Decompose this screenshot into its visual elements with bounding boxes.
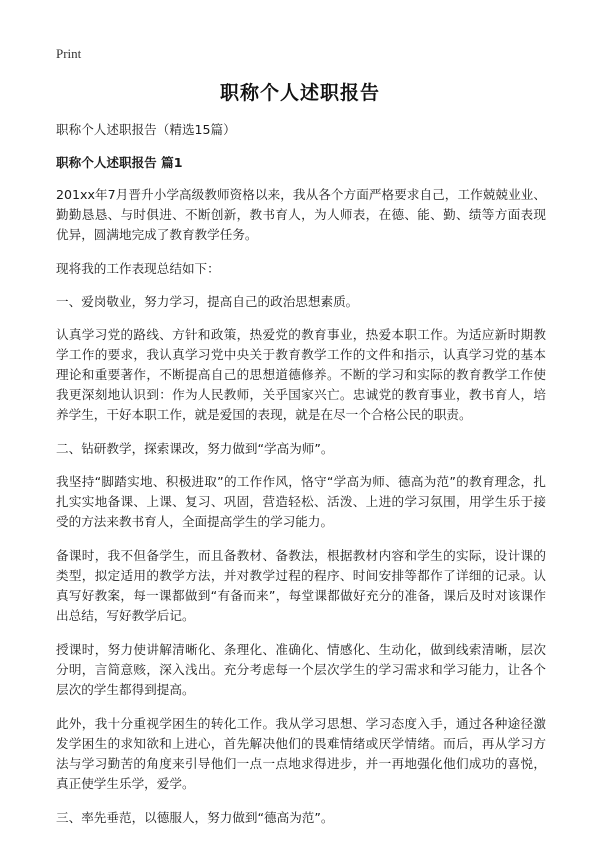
heading-point-one: 一、爱岗敬业，努力学习，提高自己的政治思想素质。 — [56, 294, 359, 309]
document-subtitle: 职称个人述职报告（精选15篇） — [56, 122, 236, 137]
paragraph-political-study: 认真学习党的路线、方针和政策，热爱党的教育事业，热爱本职工作。为适应新时期教学工作的要求，我认真学习党中央关于教育教学工作的文件和指示，认真学习党的基本理论和重要著作，不断提高自己的思想道德修养。不断的学习和实际的教育教学工作使我更深刻地认识到：作为人民教师，关乎国家兴亡。忠诚党的教育事业，教书育人，培养学生，干好本职工作，就是爱国的表现，就是在尽一个合格公民的职责。 — [56, 327, 546, 422]
print-link[interactable]: Print — [56, 46, 82, 61]
section-heading: 职称个人述职报告 篇1 — [56, 155, 183, 170]
document-body — [56, 120, 546, 841]
heading-point-two: 二、钻研教学，探索课改，努力做到“学高为师”。 — [56, 441, 334, 456]
paragraph-intro: 201xx年7月晋升小学高级教师资格以来，我从各个方面严格要求自己，工作兢兢业业、勤勤恳恳、与时俱进、不断创新，教书育人，为人师表，在德、能、勤、绩等方面表现优异，圆满地完成了教育教学任务。 — [56, 187, 546, 242]
paragraph-teaching: 授课时，努力使讲解清晰化、条理化、准确化、情感化、生动化，做到线索清晰，层次分明，言简意赅，深入浅出。充分考虑每一个层次学生的学习需求和学习能力，让各个层次的学生都得到提高。 — [56, 642, 546, 697]
paragraph-work-style: 我坚持“脚踏实地、积极进取”的工作作风，恪守“学高为师、德高为范”的教育理念，扎扎实实地备课、上课、复习、巩固，营造轻松、活泼、上进的学习氛围，用学生乐于接受的方法来教书育人，全面提高学生的学习能力。 — [56, 474, 546, 529]
paragraph-summary-lead: 现将我的工作表现总结如下： — [56, 261, 220, 276]
paragraph-lesson-prep: 备课时，我不但备学生，而且备教材、备教法，根据教材内容和学生的实际，设计课的类型，拟定适用的教学方法，并对教学过程的程序、时间安排等都作了详细的记录。认真写好教案，每一课都做到“有备而来”，每堂课都做好充分的准备，课后及时对该课作出总结，写好教学后记。 — [56, 548, 546, 623]
document-title: 职称个人述职报告 — [219, 82, 380, 104]
heading-point-three: 三、率先垂范，以德服人，努力做到“德高为范”。 — [56, 810, 334, 825]
paragraph-struggling-students: 此外，我十分重视学困生的转化工作。我从学习思想、学习态度入手，通过各种途径激发学困生的求知欲和上进心，首先解决他们的畏难情绪或厌学情绪。而后，再从学习方法与学习勤苦的角度来引导他们一点一点地求得进步，并一再地强化他们成功的喜悦，真正使学生乐学，爱学。 — [56, 716, 546, 791]
